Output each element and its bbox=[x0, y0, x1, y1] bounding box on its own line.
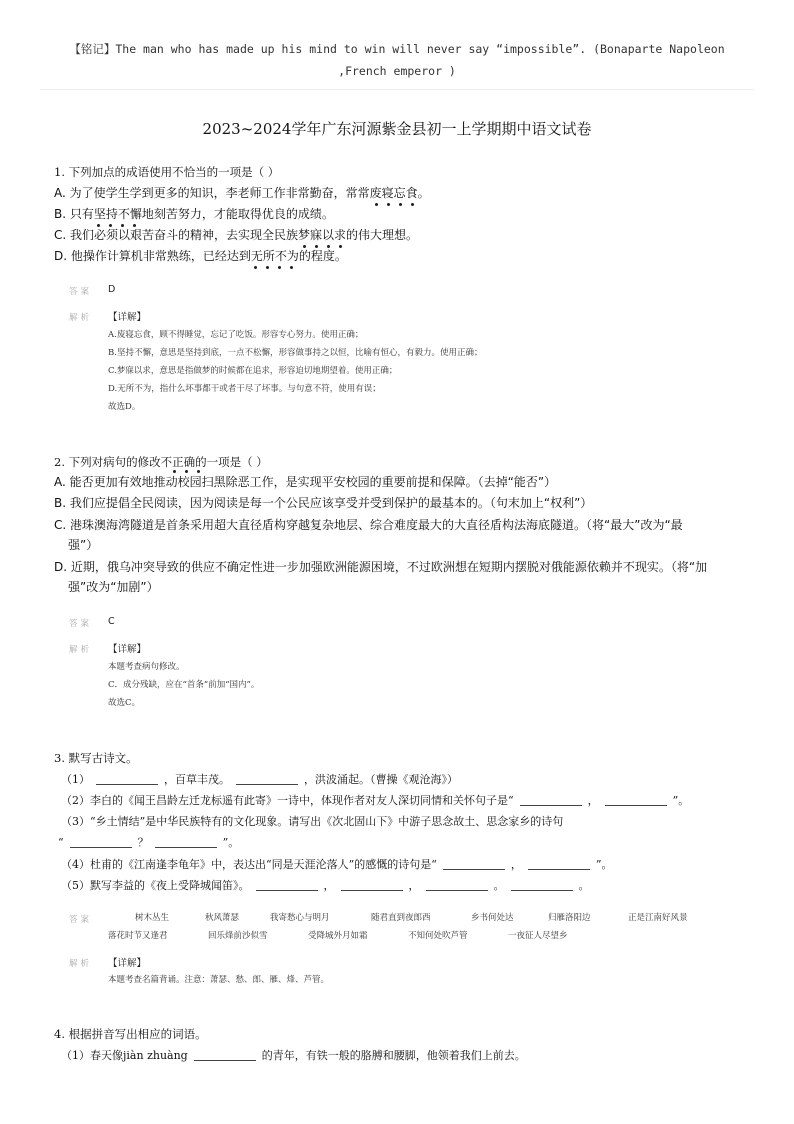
q3-item-text: 。 bbox=[578, 879, 590, 892]
emphasis-dot bbox=[411, 203, 414, 206]
q1-option-c: C. 我们必须以艰苦奋斗的精神，去实现全民族梦寐以求的伟大理想。 bbox=[54, 228, 419, 242]
page-title: 2023~2024学年广东河源紫金县初一上学期期中语文试卷 bbox=[202, 120, 592, 138]
q2-stem: 2. 下列对病句的修改不正确的一项是（ ） bbox=[54, 455, 268, 469]
q3-item-4-prefix: （4）杜甫的《江南逢李龟年》中，表达出“同是天涯沦落人”的感慨的诗句是“ bbox=[61, 858, 437, 871]
answer-blank[interactable] bbox=[511, 890, 573, 891]
emphasis-dot bbox=[278, 266, 281, 269]
q3-stem: 3. 默写古诗文。 bbox=[54, 751, 138, 765]
q1-explanation-line: A.废寝忘食，顾不得睡觉，忘记了吃饭。形容专心努力。使用正确； bbox=[108, 330, 364, 340]
q2-answer-label: 答案 bbox=[69, 619, 93, 629]
q2-explanation-line: 本题考查病句修改。 bbox=[108, 662, 185, 672]
q3-item-text: “ bbox=[58, 836, 64, 849]
q3-item-text: 。 bbox=[493, 879, 505, 892]
emphasis-dot bbox=[290, 266, 293, 269]
answer-blank[interactable] bbox=[341, 890, 403, 891]
answer-blank[interactable] bbox=[194, 1060, 256, 1061]
motto bbox=[40, 38, 754, 82]
answer-blank[interactable] bbox=[426, 890, 488, 891]
q2-answer: C bbox=[108, 616, 115, 627]
answer-blank[interactable] bbox=[236, 784, 298, 785]
q1-option-b: B. 只有坚持不懈地刻苦努力，才能取得优良的成绩。 bbox=[54, 207, 334, 221]
answer-blank[interactable] bbox=[520, 805, 582, 806]
answer-blank[interactable] bbox=[96, 784, 158, 785]
answer-blank[interactable] bbox=[70, 847, 132, 848]
q2-option-b: B. 我们应提倡全民阅读，因为阅读是每一个公民应该享受并受到保护的最基本的。（句末加上“权利”） bbox=[54, 496, 593, 510]
q1-stem: 1. 下列加点的成语使用不恰当的一项是（ ） bbox=[54, 165, 280, 179]
q3-answer-item: 归雁洛阳边 bbox=[548, 913, 591, 923]
q3-explanation-line: 本题考查名篇背诵。注意：萧瑟、愁、郎、雁、烽、芦管。 bbox=[108, 975, 330, 985]
q2-explanation-line: 故选C。 bbox=[108, 698, 141, 708]
emphasis-dot bbox=[133, 224, 136, 227]
header-divider bbox=[40, 89, 754, 90]
q3-item-text: ”。 bbox=[595, 858, 613, 871]
q4-item-1-suffix: 的青年，有铁一般的胳膊和腰脚，他领着我们上前去。 bbox=[261, 1049, 526, 1062]
q4-item-1-prefix: （1）春天像jiàn zhuàng bbox=[61, 1049, 188, 1062]
q1-option-a: A. 为了使学生学到更多的知识，李老师工作非常勤奋，常常废寝忘食。 bbox=[54, 186, 430, 200]
emphasis-dot bbox=[121, 224, 124, 227]
q3-item-5 bbox=[61, 877, 590, 893]
answer-blank[interactable] bbox=[155, 847, 217, 848]
q3-item-4 bbox=[61, 856, 613, 872]
q3-answer-item: 随君直到夜郎西 bbox=[371, 913, 431, 923]
emphasis-dot bbox=[109, 224, 112, 227]
q3-item-3-prefix: （3）“乡土情结”是中华民族特有的文化现象。请写出《次北固山下》中游子思念故土、思念家乡的诗句 bbox=[61, 815, 564, 828]
q3-answer-label: 答案 bbox=[69, 915, 93, 925]
answer-blank[interactable] bbox=[256, 890, 318, 891]
answer-blank[interactable] bbox=[605, 805, 667, 806]
q3-item-3 bbox=[61, 813, 563, 829]
q3-answer-item: 我寄愁心与明月 bbox=[270, 913, 330, 923]
q3-item-1 bbox=[61, 771, 458, 787]
q3-answer-item: 受降城外月如霜 bbox=[308, 931, 368, 941]
q3-item-text: ”。 bbox=[672, 794, 690, 807]
q1-explanation-line: B.坚持不懈，意思是坚持到底，一点不松懈，形容做事持之以恒，比喻有恒心，有毅力。使用正确； bbox=[108, 348, 483, 358]
emphasis-dot bbox=[254, 266, 257, 269]
q2-explanation-line: C．成分残缺，应在“首条”前加“国内”。 bbox=[108, 680, 260, 690]
q2-option-c: C. 港珠澳海湾隧道是首条采用超大直径盾构穿越复杂地层、综合难度最大的大直径盾构法海底隧道。（将“最大”改为“最 bbox=[54, 518, 683, 532]
q1-answer-label: 答案 bbox=[69, 287, 93, 297]
q2-option-d-continued: 强”改为“加剧”） bbox=[68, 580, 159, 594]
q1-detail-label: 【详解】 bbox=[108, 312, 147, 323]
q3-answer-item: 正是江南好风景 bbox=[628, 913, 688, 923]
q3-detail-label: 【详解】 bbox=[108, 958, 147, 969]
q3-item-2 bbox=[61, 792, 689, 808]
q1-explanation-line: C.梦寐以求，意思是指做梦的时候都在追求，形容迫切地期望着。使用正确； bbox=[108, 366, 398, 376]
emphasis-dot bbox=[387, 203, 390, 206]
q3-item-text: ， bbox=[323, 879, 335, 892]
q1-option-d: D. 他操作计算机非常熟练，已经达到无所不为的程度。 bbox=[54, 249, 347, 263]
q3-answer-item: 秋风萧瑟 bbox=[205, 913, 240, 923]
answer-blank[interactable] bbox=[528, 869, 590, 870]
q3-answer-item: 树木丛生 bbox=[135, 913, 170, 923]
q2-option-d: D. 近期，俄乌冲突导致的供应不确定性进一步加强欧洲能源困境，不过欧洲想在短期内摆脱对俄能源依赖并不现实。（将“加 bbox=[54, 560, 708, 574]
q1-explanation-line: D.无所不为，指什么坏事都干或者干尽了坏事。与句意不符，使用有误； bbox=[108, 384, 381, 394]
q2-option-a: A. 能否更加有效地推动校园扫黑除恶工作，是实现平安校园的重要前提和保障。（去掉“能否”） bbox=[54, 475, 557, 489]
emphasis-dot bbox=[315, 245, 318, 248]
q3-item-text: ， bbox=[587, 794, 599, 807]
q3-item-3-blanks bbox=[58, 834, 239, 850]
q3-answer-item: 乡书何处达 bbox=[471, 913, 514, 923]
q2-analysis-label: 解析 bbox=[69, 645, 93, 655]
q3-answer-item: 一夜征人尽望乡 bbox=[508, 931, 568, 941]
q3-answer-item: 落花时节又逢君 bbox=[108, 931, 168, 941]
q4-item-1 bbox=[61, 1047, 526, 1063]
q1-explanation-line: 故选D。 bbox=[108, 402, 141, 412]
q3-answer-item: 不知何处吹芦管 bbox=[408, 931, 468, 941]
emphasis-dot bbox=[375, 203, 378, 206]
q3-item-1-prefix: （1） bbox=[61, 773, 90, 786]
emphasis-dot bbox=[399, 203, 402, 206]
emphasis-dot bbox=[97, 224, 100, 227]
q3-analysis-label: 解析 bbox=[69, 959, 93, 969]
emphasis-dot bbox=[339, 245, 342, 248]
emphasis-dot bbox=[327, 245, 330, 248]
q3-item-text: ， bbox=[408, 879, 420, 892]
q3-item-text: ？ bbox=[137, 836, 149, 849]
q1-answer: D bbox=[108, 284, 116, 295]
q2-detail-label: 【详解】 bbox=[108, 644, 147, 655]
q3-item-2-prefix: （2）李白的《闻王昌龄左迁龙标遥有此寄》一诗中，体现作者对友人深切同情和关怀句子是“ bbox=[61, 794, 514, 807]
motto-line-1: 【铭记】The man who has made up his mind to win will never say “impossible”. (Bonaparte Napoleon bbox=[69, 42, 725, 56]
emphasis-dot bbox=[303, 245, 306, 248]
q3-item-5-prefix: （5）默写李益的《夜上受降城闻笛》。 bbox=[61, 879, 250, 892]
q3-answer-item: 回乐烽前沙似雪 bbox=[208, 931, 268, 941]
q1-analysis-label: 解析 bbox=[69, 313, 93, 323]
q3-item-text: ， bbox=[510, 858, 522, 871]
q4-stem: 4. 根据拼音写出相应的词语。 bbox=[54, 1027, 207, 1041]
emphasis-dot bbox=[266, 266, 269, 269]
answer-blank[interactable] bbox=[443, 869, 505, 870]
motto-line-2: ,French emperor ) bbox=[338, 64, 456, 78]
q3-item-text: ，百草丰茂。 bbox=[164, 773, 230, 786]
q2-option-c-continued: 强”） bbox=[68, 538, 99, 552]
q3-item-text: ”。 bbox=[222, 836, 240, 849]
q3-item-text: ，洪波涌起。（曹操《观沧海》） bbox=[304, 773, 458, 786]
